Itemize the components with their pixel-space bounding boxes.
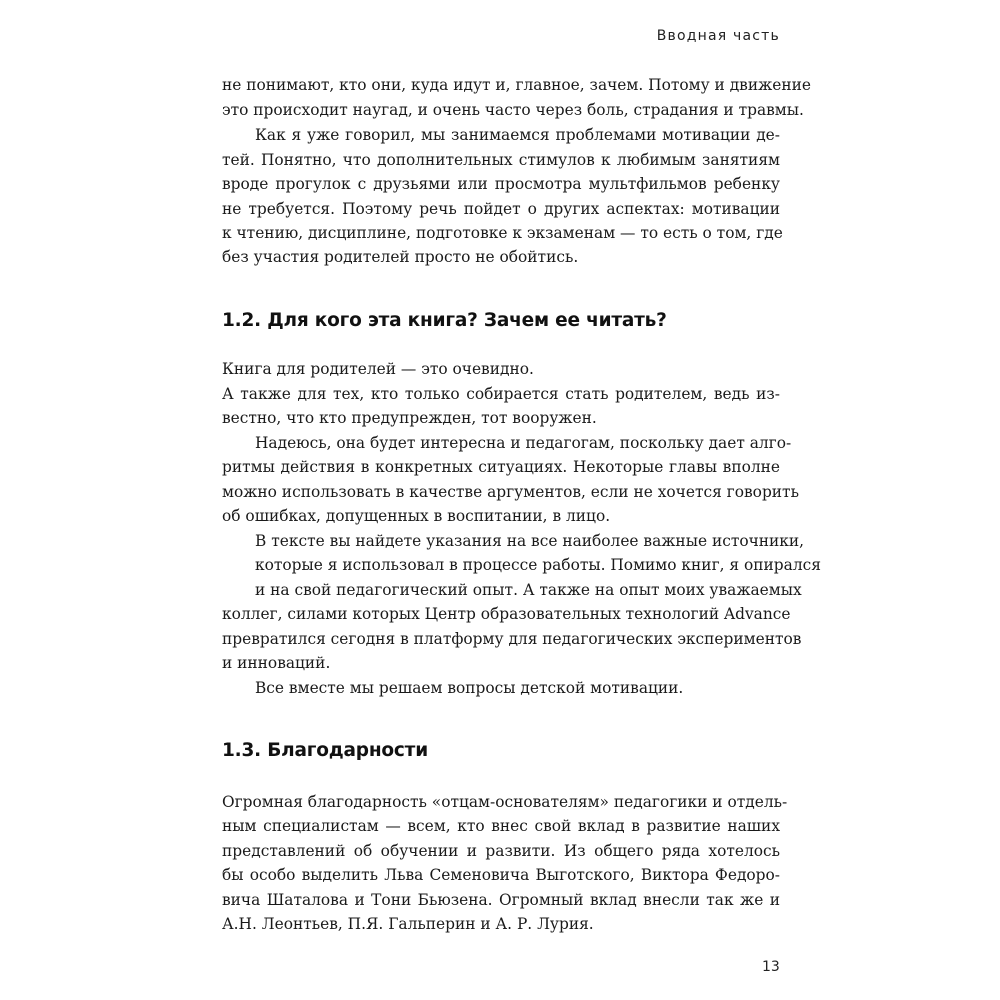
text-line: вича Шаталова и Тони Бьюзена. Огромный вклад внесли так же и <box>222 891 780 909</box>
text-line: Книга для родителей — это очевидно. <box>222 360 534 378</box>
text-line: А также для тех, кто только собирается стать родителем, ведь из- <box>222 385 780 403</box>
text-line: Как я уже говорил, мы занимаемся проблемами мотивации де- <box>255 126 780 144</box>
text-line: бы особо выделить Льва Семеновича Выготского, Виктора Федоро- <box>222 866 780 884</box>
running-head: Вводная часть <box>656 28 780 44</box>
text-line: А.Н. Леонтьев, П.Я. Гальперин и А. Р. Лурия. <box>222 915 594 933</box>
text-line: ритмы действия в конкретных ситуациях. Некоторые главы вполне <box>222 458 780 476</box>
text-line: не понимают, кто они, куда идут и, главное, зачем. Потому и движение <box>222 76 811 94</box>
text-line: превратился сегодня в платформу для педагогических экспериментов <box>222 630 802 648</box>
text-line: без участия родителей просто не обойтись. <box>222 248 579 266</box>
text-line: и инноваций. <box>222 654 331 672</box>
page-number: 13 <box>762 959 780 975</box>
text-line: вестно, что кто предупрежден, тот вооружен. <box>222 409 597 427</box>
text-line: к чтению, дисциплине, подготовке к экзаменам — то есть о том, где <box>222 224 783 242</box>
text-line: коллег, силами которых Центр образовательных технологий Advance <box>222 605 791 623</box>
section-heading: 1.3. Благодарности <box>222 740 428 761</box>
text-line: об ошибках, допущенных в воспитании, в лицо. <box>222 507 611 525</box>
text-line: которые я использовал в процессе работы. Помимо книг, я опирался <box>255 556 821 574</box>
text-line: Огромная благодарность «отцам-основателям» педагогики и отдель- <box>222 793 788 811</box>
text-line: представлений об обучении и развити. Из общего ряда хотелось <box>222 842 780 860</box>
text-line: Надеюсь, она будет интересна и педагогам, поскольку дает алго- <box>255 434 792 452</box>
text-line: вроде прогулок с друзьями или просмотра мультфильмов ребенку <box>222 175 780 193</box>
text-line: тей. Понятно, что дополнительных стимулов к любимым занятиям <box>222 151 780 169</box>
text-line: В тексте вы найдете указания на все наиболее важные источники, <box>255 532 805 550</box>
text-line: можно использовать в качестве аргументов, если не хочется говорить <box>222 483 799 501</box>
text-line: это происходит наугад, и очень часто через боль, страдания и травмы. <box>222 101 804 119</box>
text-line: Все вместе мы решаем вопросы детской мотивации. <box>255 679 684 697</box>
text-line: не требуется. Поэтому речь пойдет о других аспектах: мотивации <box>222 200 780 218</box>
text-line: ным специалистам — всем, кто внес свой вклад в развитие наших <box>222 817 780 835</box>
section-heading: 1.2. Для кого эта книга? Зачем ее читать? <box>222 310 667 331</box>
text-line: и на свой педагогический опыт. А также на опыт моих уважаемых <box>255 581 802 599</box>
